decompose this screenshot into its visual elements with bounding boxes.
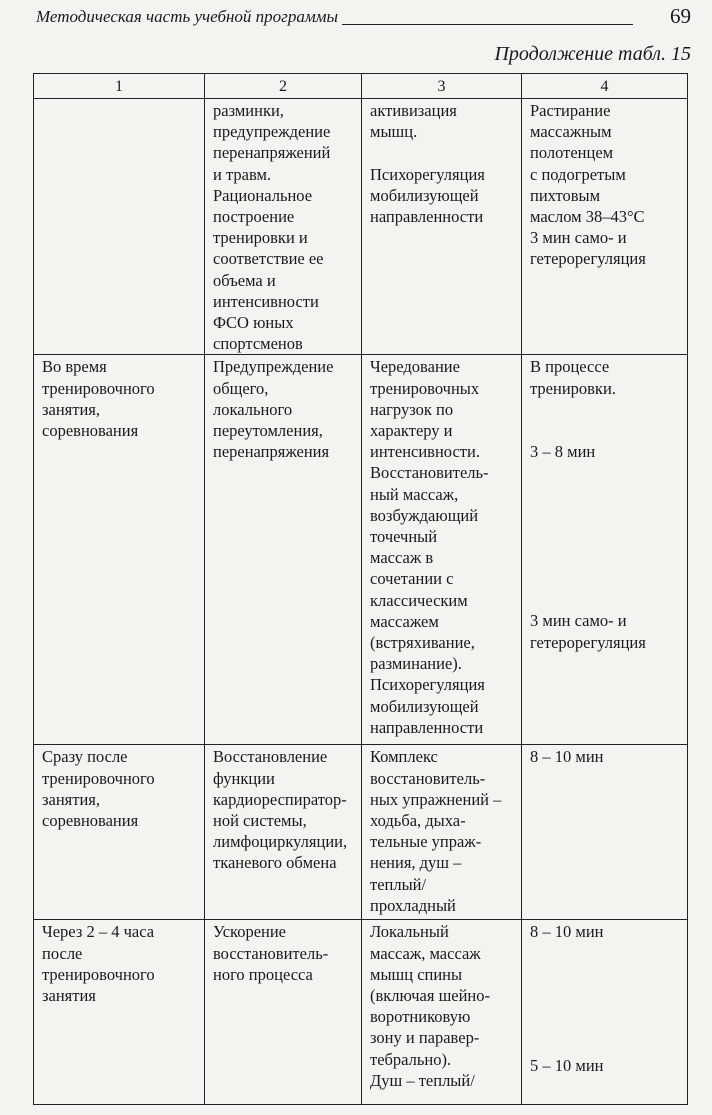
cell-goal [205,745,362,920]
cell-text-line: воротниковую [370,1007,471,1027]
cell-text [370,921,516,1091]
header-col-4: 4 [522,74,688,99]
table-row [34,99,688,355]
cell-text [370,356,516,738]
cell-text-line: интенсивности. [370,442,480,462]
cell-text [213,100,356,354]
cell-means [362,920,522,1105]
cell-text-line: массаж в [370,548,434,568]
cell-text-line: Ускорение [213,922,287,942]
cell-text [530,356,682,398]
cell-means [362,745,522,920]
cell-text-line: перенапряжения [213,442,330,462]
cell-text-line: ного процесса [213,964,313,984]
cell-goal [205,99,362,355]
cell-text-line: функции [213,768,275,788]
cell-text [370,746,516,916]
spacer [530,943,682,1055]
cell-text-line: 3 мин само- и [530,228,627,248]
cell-text-line: и травм. [213,164,272,184]
cell-text-line: предупреждение [213,122,331,142]
cell-text-line: интенсивности [213,291,319,311]
cell-text-line: занятия, [42,789,101,809]
recovery-table [33,73,688,1105]
cell-text-line: соревнования [42,811,139,831]
cell-text-line: характеру и [370,421,453,441]
spacer [530,462,682,610]
cell-text-line: разминки, [213,101,284,120]
cell-goal [205,355,362,745]
cell-period [34,99,205,355]
cell-text [530,1055,682,1076]
cell-text-line: гетерорегуляция [530,249,646,269]
spacer [530,399,682,441]
cell-text-line: зону и паравер- [370,1028,480,1048]
cell-text-line: направленности [370,717,484,737]
cell-text-line: тебрально). [370,1049,452,1069]
cell-text [530,441,682,462]
cell-text [530,610,682,652]
cell-text-line: Растирание [530,101,611,120]
cell-text-line: В процессе [530,357,610,377]
cell-text-line: соответствие ее [213,249,324,269]
cell-text-line: 8 – 10 мин [530,747,604,767]
cell-text-line: активизация [370,101,457,120]
cell-text-line: 8 – 10 мин [530,922,604,942]
cell-text-line: пихтовым [530,185,601,205]
table-row [34,355,688,745]
cell-text-line: классическим [370,590,468,610]
page-number: 69 [670,4,691,28]
cell-text-line: массажем [370,611,439,631]
cell-text-line: Восстановитель- [370,463,489,483]
header-col-3: 3 [362,74,522,99]
cell-text-line: после [42,943,83,963]
cell-text-line: тренировочного [42,378,155,398]
cell-text-line: разминание). [370,654,462,674]
cell-text-line: Рациональное [213,185,313,205]
cell-text-line: ходьба, дыха- [370,811,466,831]
cell-text-line: мышц спины [370,964,463,984]
running-head [36,6,691,32]
cell-dosage [522,745,688,920]
cell-text-line: прохладный [370,895,456,915]
cell-text-line: локального [213,399,293,419]
cell-text-line: соревнования [42,421,139,441]
cell-text-line: ной системы, [213,811,307,831]
cell-text-line: Психорегуляция [370,164,485,184]
cell-means [362,99,522,355]
cell-text-line: Предупреждение [213,357,334,377]
table-header-row [34,74,688,99]
cell-text-line: Душ – теплый/ [370,1070,475,1090]
cell-text-line: объема и [213,270,276,290]
cell-text-line: тренировки. [530,378,616,398]
cell-text-line: тельные упраж- [370,832,482,852]
cell-text-line: спортсменов [213,334,303,354]
cell-text-line: ФСО юных [213,313,294,333]
cell-text-line: маслом 38–43°С [530,207,645,227]
cell-period [34,920,205,1105]
cell-text-line: мобилизующей [370,185,479,205]
cell-text-line: ных упражнений – [370,789,502,809]
cell-dosage [522,99,688,355]
cell-dosage [522,920,688,1105]
cell-text-line: массажным [530,122,612,142]
cell-text-line: направленности [370,207,484,226]
cell-text-line: возбуждающий [370,505,479,525]
cell-text [213,746,356,873]
cell-text-line: лимфоциркуляции, [213,832,348,852]
header-col-1: 1 [34,74,205,99]
cell-text-line: тренировки и [213,228,308,248]
cell-text-line: полотенцем [530,143,614,163]
cell-text-line: переутомления, [213,421,323,441]
cell-text-line: теплый/ [370,874,427,894]
cell-text-line: Сразу после [42,747,128,767]
cell-text [42,356,199,441]
cell-text-line: восстановитель- [370,768,486,788]
cell-text [213,356,356,462]
cell-text-line: занятия, [42,399,101,419]
cell-text-line: тренировочного [42,768,155,788]
cell-text-line: мышц. [370,122,418,142]
cell-goal [205,920,362,1105]
cell-text-line: 3 мин само- и [530,611,627,631]
cell-text-line: 3 – 8 мин [530,442,596,462]
cell-text [530,100,682,270]
cell-text-line: нения, душ – [370,853,462,873]
cell-text [370,164,516,228]
cell-text-line: кардиореспиратор- [213,789,347,809]
cell-text-line: восстановитель- [213,943,329,963]
spacer [370,142,516,163]
cell-dosage [522,355,688,745]
table-row [34,745,688,920]
cell-text-line: тренировочного [42,964,155,984]
cell-text-line: тренировочных [370,378,480,398]
header-col-2: 2 [205,74,362,99]
cell-text-line: 5 – 10 мин [530,1055,604,1075]
cell-text-line: массаж, массаж [370,943,481,963]
cell-text [530,746,682,767]
cell-text-line: построение [213,207,295,227]
cell-text-line: (включая шейно- [370,986,491,1006]
cell-text-line: с подогретым [530,164,626,184]
cell-period [34,745,205,920]
table-continuation-caption: Продолжение табл. 15 [494,43,691,65]
cell-text-line: точечный [370,527,438,547]
cell-text-line: Комплекс [370,747,438,767]
cell-text-line: Локальный [370,922,449,942]
cell-text-line: тканевого обмена [213,853,337,873]
table-row [34,920,688,1105]
cell-text-line: Восстановление [213,747,328,767]
cell-text-line: нагрузок по [370,399,454,419]
cell-text-line: ный массаж, [370,484,459,504]
running-head-title: Методическая часть учебной программы [36,6,342,28]
cell-text-line: сочетании с [370,569,454,589]
cell-text [213,921,356,985]
cell-text-line: общего, [213,378,269,398]
cell-text [370,100,516,142]
cell-text-line: Через 2 – 4 часа [42,922,155,942]
cell-text-line: (встряхивание, [370,633,475,653]
cell-text [530,921,682,942]
cell-text-line: мобилизующей [370,696,479,716]
cell-text-line: Чередование [370,357,460,377]
cell-text-line: перенапряжений [213,143,331,163]
cell-text-line: гетерорегуляция [530,632,646,652]
cell-means [362,355,522,745]
cell-text-line: занятия [42,986,96,1006]
cell-text-line: Психорегуляция [370,675,485,695]
cell-period [34,355,205,745]
cell-text-line: Во время [42,357,107,377]
cell-text [42,921,199,1006]
cell-text [42,746,199,831]
